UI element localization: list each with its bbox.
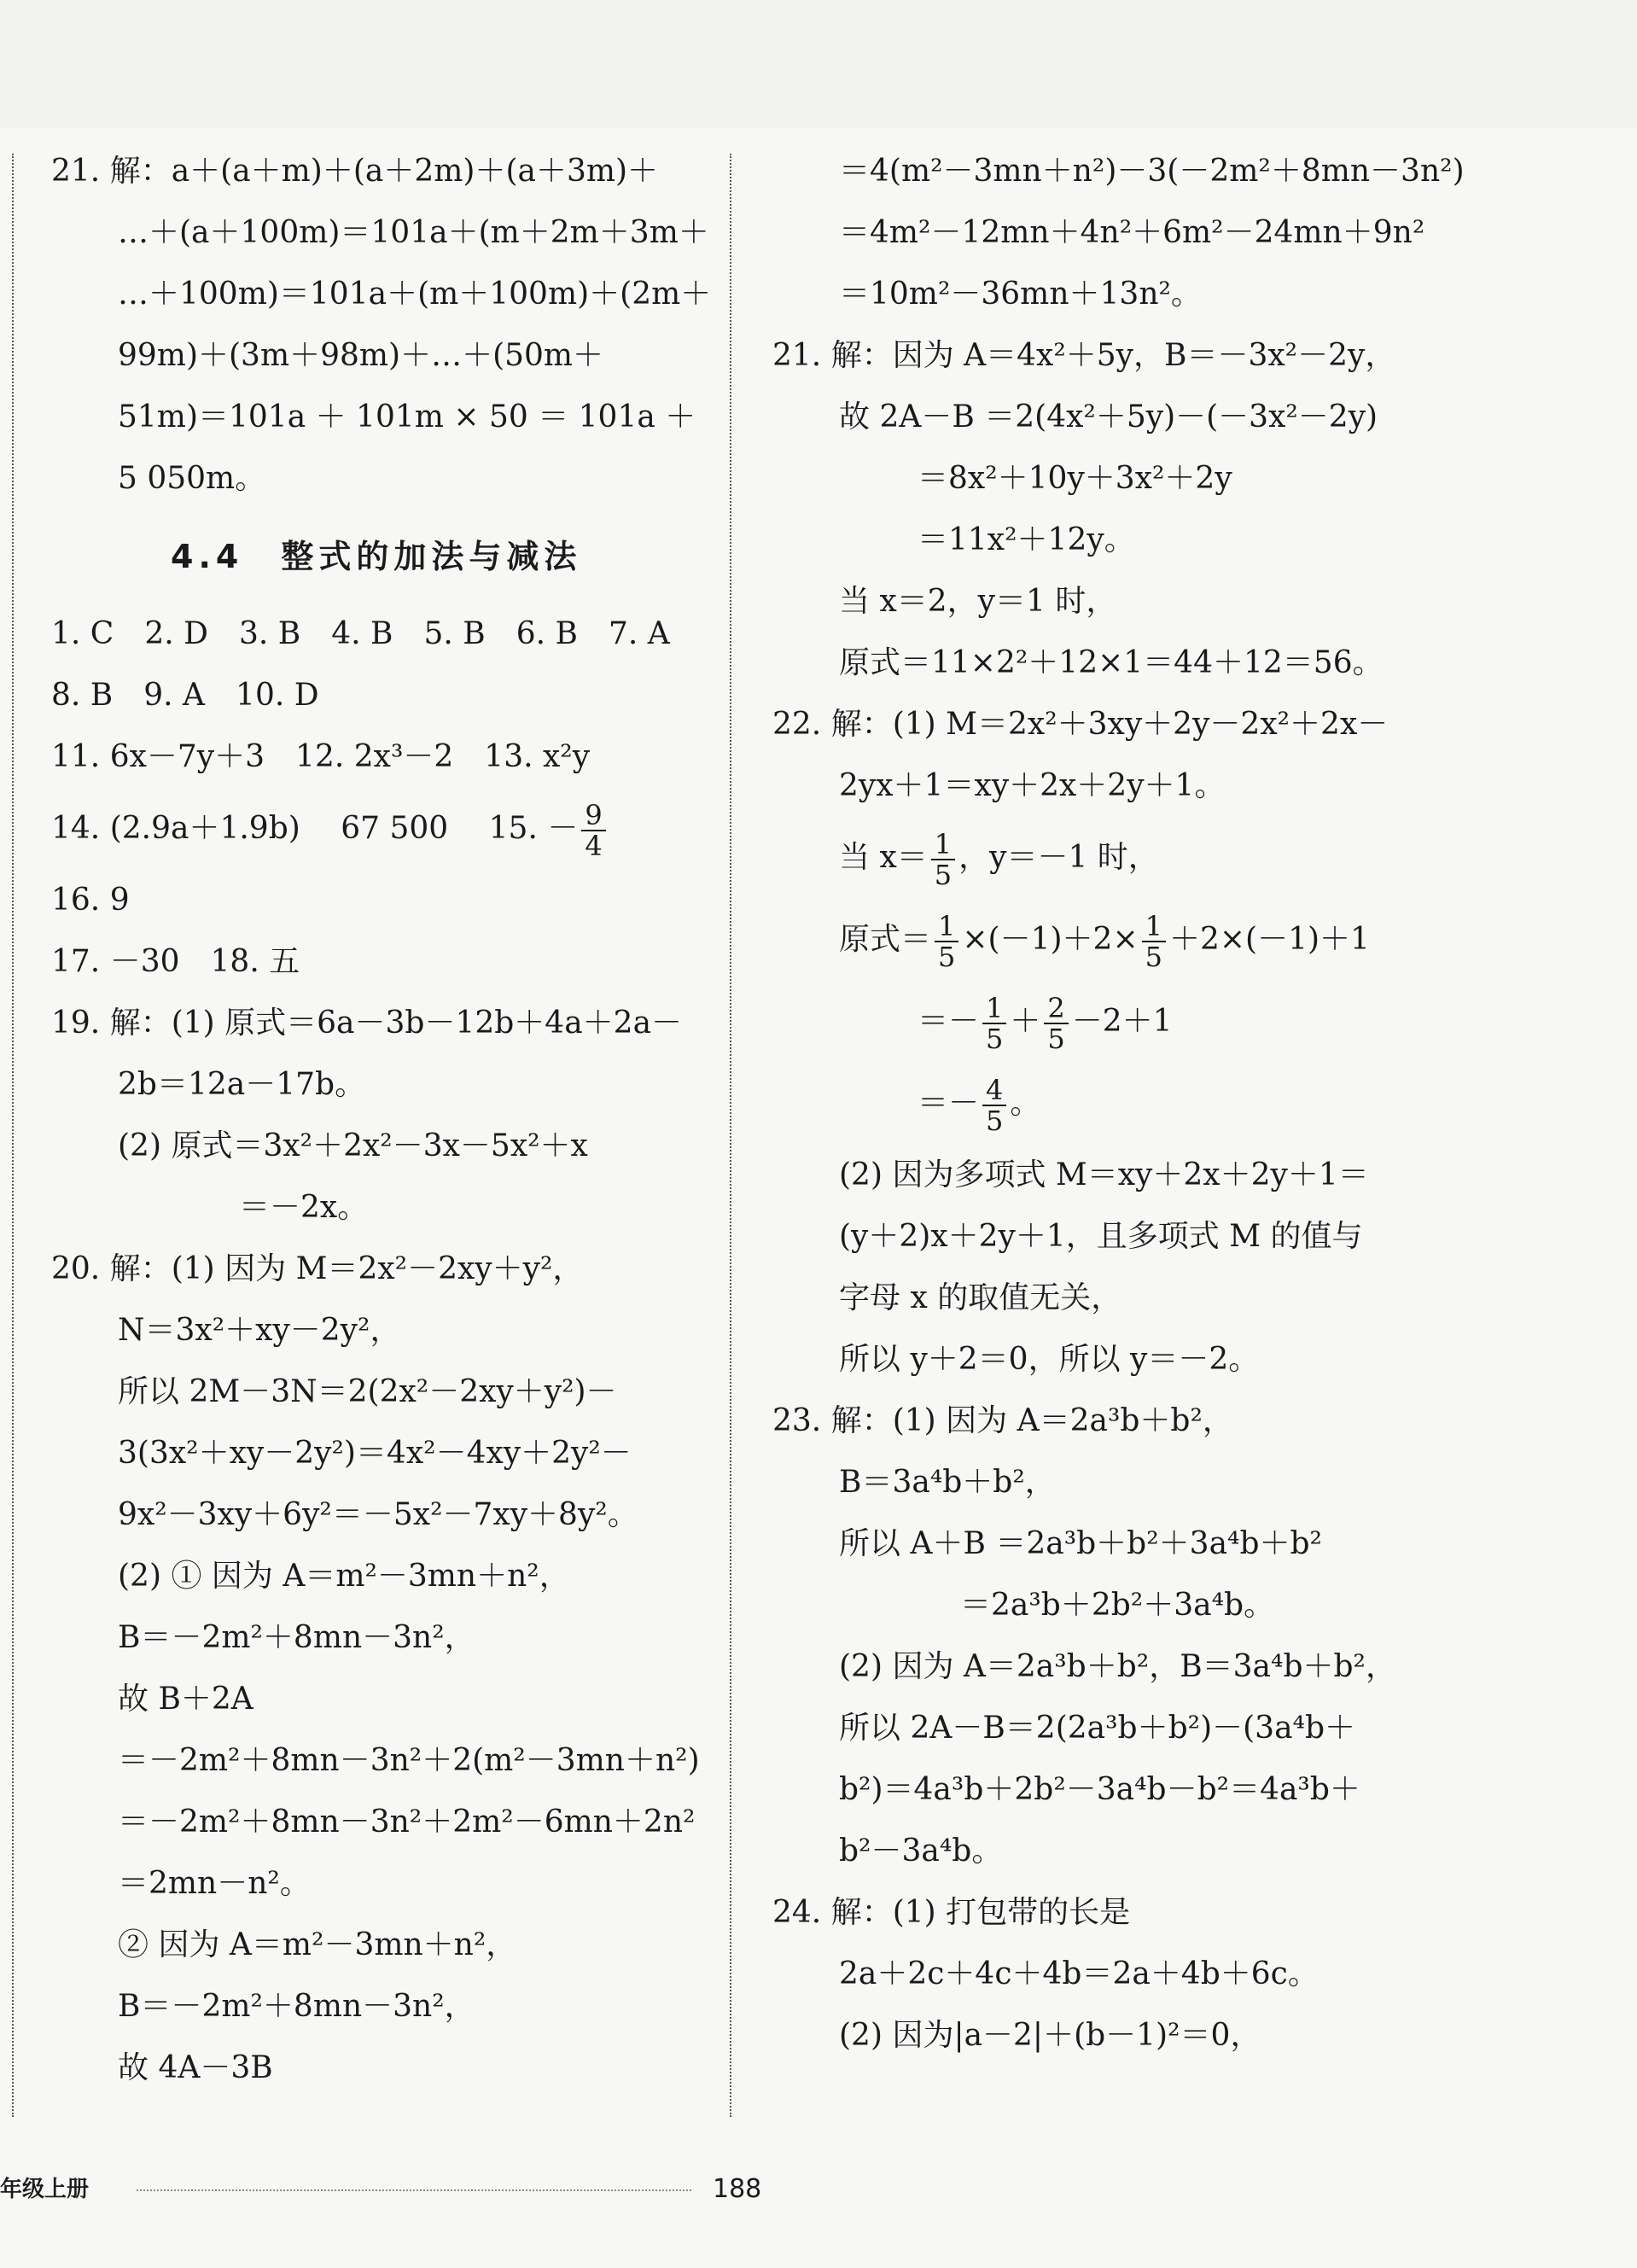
line-text: 所以 A＋B ＝2a³b＋b²＋3a⁴b＋b² <box>839 1526 1322 1561</box>
fraction <box>581 801 605 860</box>
answer-line <box>772 1944 1438 2005</box>
answer-line <box>772 510 1438 571</box>
line-text: 14. (2.9a＋1.9b) 67 500 15. － <box>51 811 579 846</box>
answer-line <box>51 1607 700 1669</box>
answer-line <box>51 1853 700 1915</box>
answer-line <box>772 264 1438 325</box>
answer-line <box>772 1145 1438 1206</box>
line-text: 所以 2A－B＝2(2a³b＋b²)－(3a⁴b＋ <box>839 1711 1356 1746</box>
answer-line <box>51 1730 700 1792</box>
answer-line <box>772 2005 1438 2067</box>
answer-line <box>51 202 709 264</box>
fraction-numerator: 1 <box>931 830 955 860</box>
answer-line <box>51 2038 700 2099</box>
answer-line <box>51 726 700 788</box>
fraction-denominator: 5 <box>1047 1023 1065 1055</box>
line-text-cont: －2＋1 <box>1071 1004 1173 1039</box>
line-text-cont: ，y＝－1 时， <box>958 840 1159 875</box>
footer-dotted-rule <box>137 2189 691 2191</box>
answer-line <box>51 1054 700 1116</box>
line-text: ＝－ <box>918 1004 980 1039</box>
line-text: ＝4(m²－3mn＋n²)－3(－2m²＋8mn－3n²) <box>839 154 1465 189</box>
line-text: 1. C 2. D 3. B 4. B 5. B 6. B 7. A <box>51 616 670 651</box>
line-text: 2a＋2c＋4c＋4b＝2a＋4b＋6c。 <box>839 1956 1319 1991</box>
fraction-numerator: 1 <box>1142 912 1166 942</box>
line-text: 11. 6x－7y＋3 12. 2x³－2 13. x²y <box>51 739 591 774</box>
answer-line <box>51 1239 700 1300</box>
answer-line <box>51 603 700 665</box>
fraction <box>1142 912 1166 971</box>
footer-grade-label: 年级上册 <box>0 2177 90 2202</box>
line-text: ＝－2m²＋8mn－3n²＋2m²－6mn＋2n² <box>118 1804 696 1839</box>
fraction <box>935 912 958 971</box>
line-text: (2) 原式＝3x²＋2x²－3x－5x²＋x <box>118 1128 588 1163</box>
answer-line <box>772 1882 1438 1944</box>
answer-line <box>51 387 700 448</box>
line-text: 23. 解：(1) 因为 A＝2a³b＋b²， <box>772 1403 1233 1438</box>
answer-line <box>51 1300 700 1361</box>
answer-line <box>51 931 700 993</box>
answer-line <box>772 448 1438 510</box>
line-text: (2) ① 因为 A＝m²－3mn＋n²， <box>118 1559 570 1594</box>
line-text: …＋(a＋100m)＝101a＋(m＋2m＋3m＋ <box>118 215 709 250</box>
line-text: 21. 解：因为 A＝4x²＋5y，B＝－3x²－2y， <box>772 338 1396 373</box>
line-text-cont: 。 <box>1010 1086 1041 1121</box>
answer-line <box>51 264 712 325</box>
line-text: 所以 2M－3N＝2(2x²－2xy＋y²)－ <box>118 1374 617 1409</box>
line-text: …＋100m)＝101a＋(m＋100m)＋(2m＋ <box>118 277 712 312</box>
answer-line <box>772 571 1438 633</box>
fraction-denominator: 5 <box>938 941 956 973</box>
line-text: (2) 因为|a－2|＋(b－1)²＝0， <box>839 2018 1261 2053</box>
answer-line <box>772 981 1438 1063</box>
line-text: 22. 解：(1) M＝2x²＋3xy＋2y－2x²＋2x－ <box>772 707 1389 742</box>
line-text: 99m)＋(3m＋98m)＋…＋(50m＋ <box>118 338 604 373</box>
line-text: 5 050m。 <box>118 461 266 496</box>
line-text: 字母 x 的取值无关， <box>839 1280 1122 1315</box>
answer-line <box>51 1423 700 1484</box>
answer-line <box>772 817 1438 899</box>
fraction-numerator: 2 <box>1044 994 1068 1024</box>
page-top-margin <box>0 0 1637 128</box>
line-text: 3(3x²＋xy－2y²)＝4x²－4xy＋2y²－ <box>118 1436 632 1471</box>
answer-line <box>772 1513 1438 1575</box>
answer-line <box>772 899 1438 981</box>
answer-line <box>772 755 1438 817</box>
line-text-cont: ×(－1)＋2× <box>962 922 1139 957</box>
line-text: ＝－ <box>918 1086 980 1121</box>
answer-line <box>772 1391 1438 1452</box>
fraction-numerator: 4 <box>982 1076 1006 1106</box>
line-text: 24. 解：(1) 打包带的长是 <box>772 1895 1131 1930</box>
answer-line <box>772 1575 1438 1636</box>
answer-line <box>772 1329 1438 1391</box>
line-text: ＝2a³b＋2b²＋3a⁴b。 <box>960 1588 1275 1623</box>
answer-line <box>772 387 1438 448</box>
answer-line <box>772 325 1438 387</box>
line-text: 故 4A－3B <box>118 2050 273 2085</box>
section-heading <box>51 510 700 603</box>
binding-cut-line-middle <box>730 154 731 2117</box>
answer-line <box>772 1452 1438 1513</box>
line-text: B＝－2m²＋8mn－3n²， <box>118 1989 475 2024</box>
line-text: ＝2mn－n²。 <box>118 1866 311 1901</box>
line-text: 2b＝12a－17b。 <box>118 1067 366 1102</box>
line-text: 所以 y＋2＝0，所以 y＝－2。 <box>839 1342 1260 1377</box>
answer-line <box>772 202 1438 264</box>
answer-line <box>51 1177 700 1239</box>
line-text: b²)＝4a³b＋2b²－3a⁴b－b²＝4a³b＋ <box>839 1772 1360 1807</box>
line-text: 51m)＝101a ＋ 101m × 50 ＝ 101a ＋ <box>118 399 696 434</box>
line-text: (2) 因为多项式 M＝xy＋2x＋2y＋1＝ <box>839 1157 1369 1192</box>
line-text: 9x²－3xy＋6y²＝－5x²－7xy＋8y²。 <box>118 1497 638 1532</box>
line-text-cont: ＋ <box>1010 1004 1041 1039</box>
line-text: 8. B 9. A 10. D <box>51 678 319 713</box>
page-footer <box>0 2172 1637 2207</box>
answer-line <box>51 1484 700 1546</box>
line-text: (2) 因为 A＝2a³b＋b²，B＝3a⁴b＋b²， <box>839 1649 1396 1684</box>
fraction-denominator: 5 <box>934 859 952 891</box>
line-text: (y＋2)x＋2y＋1，且多项式 M 的值与 <box>839 1219 1363 1254</box>
line-text-cont: ＋2×(－1)＋1 <box>1168 922 1370 957</box>
answer-line <box>51 1546 700 1607</box>
line-text: 故 B＋2A <box>118 1682 253 1717</box>
answer-line <box>772 694 1438 755</box>
line-text: ＝4m²－12mn＋4n²＋6m²－24mn＋9n² <box>839 215 1425 250</box>
line-text: 21. 解：a＋(a＋m)＋(a＋2m)＋(a＋3m)＋ <box>51 154 659 189</box>
answer-line <box>51 141 700 202</box>
line-text: 20. 解：(1) 因为 M＝2x²－2xy＋y²， <box>51 1251 584 1286</box>
right-column <box>772 141 1465 2067</box>
fraction <box>931 830 955 889</box>
answer-line <box>772 1063 1438 1145</box>
fraction <box>982 994 1006 1053</box>
page-number: 188 <box>713 2174 762 2204</box>
answer-line <box>51 870 700 931</box>
answer-line <box>51 1361 700 1423</box>
fraction-numerator: 9 <box>581 801 605 831</box>
binding-cut-line-left <box>12 154 14 2117</box>
line-text: 19. 解：(1) 原式＝6a－3b－12b＋4a＋2a－ <box>51 1006 683 1041</box>
answer-line <box>51 1976 700 2038</box>
line-text: B＝3a⁴b＋b²， <box>839 1465 1056 1500</box>
line-text: 当 x＝2，y＝1 时， <box>839 584 1117 619</box>
answer-line <box>51 788 700 870</box>
line-text: ＝8x²＋10y＋3x²＋2y <box>918 461 1232 496</box>
line-text: 16. 9 <box>51 883 130 918</box>
line-text: ＝－2m²＋8mn－3n²＋2(m²－3mn＋n²) <box>118 1743 700 1778</box>
line-text: ＝11x²＋12y。 <box>918 522 1135 557</box>
line-text: 4.4 整式的加法与减法 <box>171 538 582 575</box>
answer-line <box>51 325 700 387</box>
answer-line <box>51 448 700 510</box>
line-text: ＝10m²－36mn＋13n²。 <box>839 277 1202 312</box>
answer-line <box>772 1636 1438 1698</box>
answer-line <box>772 1268 1438 1329</box>
left-column <box>51 141 712 2099</box>
answer-line <box>51 665 700 726</box>
line-text: 当 x＝ <box>839 840 928 875</box>
fraction-denominator: 5 <box>986 1023 1004 1055</box>
fraction-denominator: 4 <box>585 830 603 862</box>
line-text: ＝－2x。 <box>239 1190 369 1225</box>
answer-line <box>51 1116 700 1177</box>
answer-line <box>51 1792 700 1853</box>
answer-line <box>772 141 1465 202</box>
answer-line <box>772 1759 1438 1821</box>
line-text: B＝－2m²＋8mn－3n²， <box>118 1620 475 1655</box>
answer-line <box>772 633 1438 694</box>
answer-line <box>772 1698 1438 1759</box>
fraction <box>1044 994 1068 1053</box>
fraction <box>982 1076 1006 1135</box>
line-text: ② 因为 A＝m²－3mn＋n²， <box>118 1927 517 1962</box>
line-text: 原式＝11×2²＋12×1＝44＋12＝56。 <box>839 645 1384 680</box>
line-text: N＝3x²＋xy－2y²， <box>118 1313 401 1348</box>
line-text: 原式＝ <box>839 922 932 957</box>
line-text: 17. －30 18. 五 <box>51 944 300 979</box>
answer-line <box>51 993 700 1054</box>
line-text: 2yx＋1＝xy＋2x＋2y＋1。 <box>839 768 1226 803</box>
answer-line <box>772 1821 1438 1882</box>
answer-line <box>51 1915 700 1976</box>
fraction-denominator: 5 <box>1145 941 1162 973</box>
fraction-numerator: 1 <box>935 912 958 942</box>
answer-line <box>51 1669 700 1730</box>
line-text: b²－3a⁴b。 <box>839 1834 1003 1869</box>
answer-line <box>772 1206 1438 1268</box>
fraction-denominator: 5 <box>986 1105 1004 1137</box>
line-text: 故 2A－B ＝2(4x²＋5y)－(－3x²－2y) <box>839 399 1378 434</box>
fraction-numerator: 1 <box>982 994 1006 1024</box>
